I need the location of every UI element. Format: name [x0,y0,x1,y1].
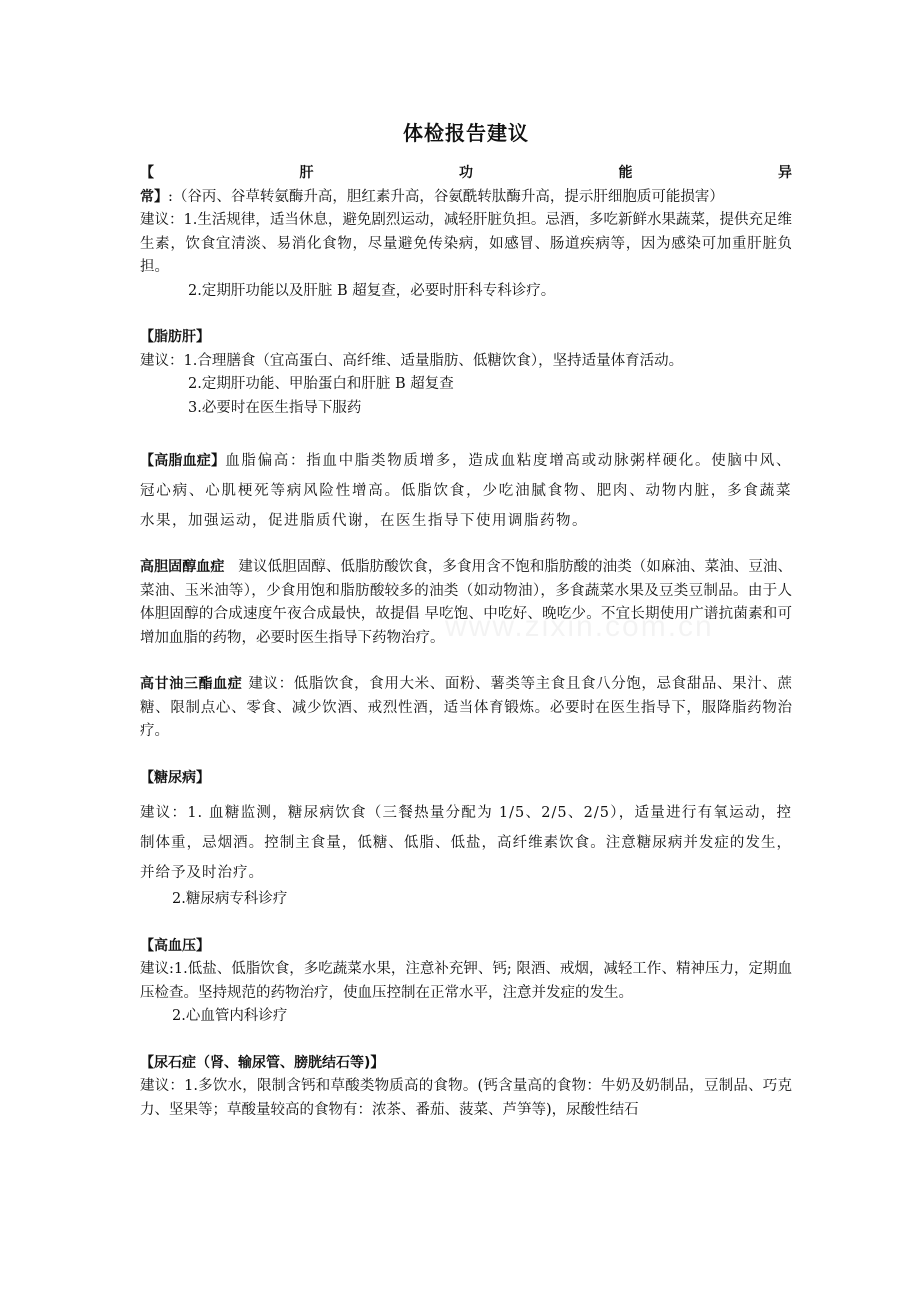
liver-advice-2: 2.定期肝功能以及肝脏 B 超复查，必要时肝科专科诊疗。 [188,282,556,299]
cholesterol-text-block [140,556,792,650]
spacer [140,912,792,935]
triglyceride-text-block [140,673,792,744]
liver-advice-1: 建议：1.生活规律，适当休息，避免剧烈运动，减轻肝脏负担。忌酒，多吃新鲜水果蔬菜，提供充足维生素，饮食宜清淡、易消化食物，尽量避免传染病，如感冒、肠道疾病等，因为感染可加重肝脏负担。 [140,212,792,275]
hypertension-heading: 【高血压】 [140,937,210,954]
triglyceride-text: 建议：低脂饮食，食用大米、面粉、薯类等主食且食八分饱，忌食甜品、果汁、蔗糖、限制点心、零食、减少饮酒、戒烈性酒，适当体育锻炼。必要时在医生指导下，服降脂药物治疗。 [140,676,793,739]
document-page [140,118,792,1122]
spacer [140,744,792,767]
section-hyperlipidemia [140,446,792,536]
document-title: 体检报告建议 [403,121,529,145]
fatty-liver-heading-line [140,326,792,350]
diabetes-heading-line [140,767,792,791]
spacer [140,536,792,556]
stones-heading-line [140,1052,792,1076]
section-diabetes [140,767,792,912]
hypertension-heading-line [140,935,792,959]
spacer [140,303,792,326]
spacer [140,650,792,673]
fatty-liver-advice-3: 3.必要时在医生指导下服药 [188,399,362,416]
spacer [140,1029,792,1052]
stones-advice-1: 建议：1.多饮水，限制含钙和草酸类物质高的食物。(钙含量高的食物：牛奶及奶制品，豆制品、巧克力、坚果等；草酸量较高的食物有：浓茶、番茄、菠菜、芦笋等)，尿酸性结石 [140,1078,792,1118]
hyperlipidemia-text-block [140,446,792,536]
hyperlipidemia-heading: 【高脂血症】 [140,453,226,469]
spacer [140,420,792,446]
fatty-liver-advice-2: 2.定期肝功能、甲胎蛋白和肝脏 B 超复查 [188,376,454,392]
section-triglyceride [140,673,792,744]
section-hypertension [140,935,792,1029]
hypertension-advice-1: 建议:1.低盐、低脂饮食，多吃蔬菜水果，注意补充钾、钙; 限酒、戒烟，减轻工作、精神压力，定期血压检查。坚持规范的药物治疗，使血压控制在正常水平，注意并发症的发生。 [140,961,792,1001]
triglyceride-heading: 高甘油三酯血症 [140,676,243,692]
cholesterol-heading: 高胆固醇血症 [140,559,225,575]
section-fatty-liver [140,326,792,420]
section-liver-abnormal [140,162,792,303]
liver-description: :（谷丙、谷草转氨酶升高，胆红素升高，谷氨酰转肽酶升高，提示肝细胞质可能损害） [168,188,724,205]
hyperlipidemia-text: 血脂偏高：指血中脂类物质增多，造成血粘度增高或动脉粥样硬化。使脑中风、冠心病、心肌梗死等病风险性增高。低脂饮食，少吃油腻食物、肥肉、动物内脏，多食蔬菜水果，加强运动，促进脂质代谢，在医生指导下使用调脂药物。 [140,453,792,529]
diabetes-heading: 【糖尿病】 [140,769,210,786]
liver-intro [140,162,792,209]
diabetes-advice-2: 2.糖尿病专科诊疗 [172,891,288,907]
diabetes-advice-1: 建议：1. 血糖监测，糖尿病饮食（三餐热量分配为 1/5、2/5、2/5），适量进行有氧运动，控制体重，忌烟酒。控制主食量，低糖、低脂、低盐，高纤维素饮食。注意糖尿病并发症的发生，并给予及时治疗。 [140,805,792,881]
liver-heading: 【肝功能异常】 [140,165,792,205]
cholesterol-text: 建议低胆固醇、低脂肪酸饮食，多食用含不饱和脂肪酸的油类（如麻油、菜油、豆油、菜油、玉米油等），少食用饱和脂肪酸较多的油类（如动物油），多食蔬菜水果及豆类豆制品。由于人体胆固醇的合成速度午夜合成最快，故提倡 早吃饱、中吃好、晚吃少。不宜长期使用广谱抗菌素和可增加血脂的药物，必要时医生指导下药物治疗。 [140,559,792,646]
hypertension-advice-2: 2.心血管内科诊疗 [172,1008,288,1024]
stones-heading: 【尿石症（肾、输尿管、膀胱结石等)】 [140,1054,385,1071]
section-urolithiasis [140,1052,792,1123]
fatty-liver-advice-1: 建议：1.合理膳食（宜高蛋白、高纤维、适量脂肪、低糖饮食），坚持适量体育活动。 [140,352,684,369]
fatty-liver-heading: 【脂肪肝】 [140,329,210,345]
section-cholesterol [140,556,792,650]
